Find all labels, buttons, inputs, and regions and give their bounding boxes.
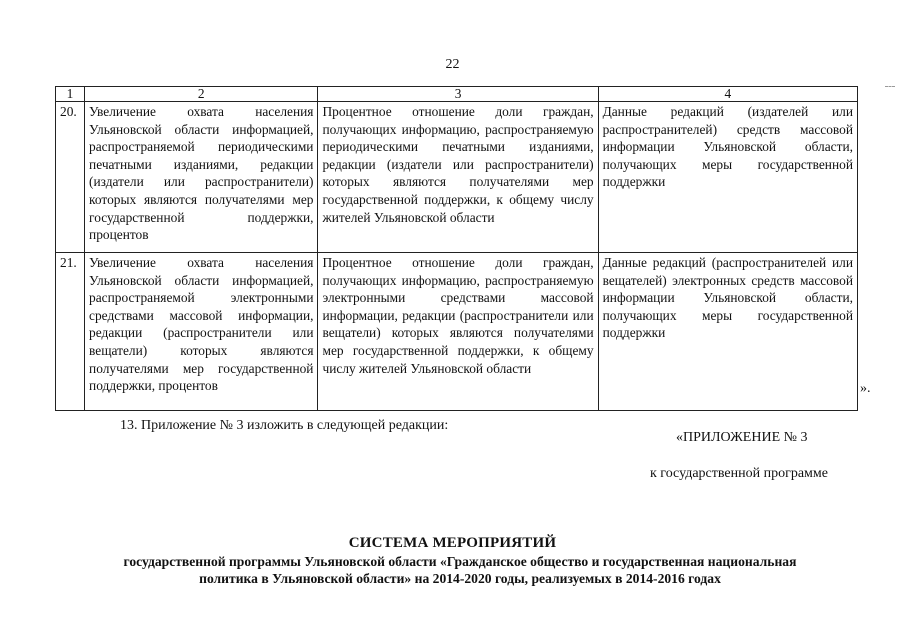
closing-quote: ». (860, 381, 871, 396)
instruction-text: 13. Приложение № 3 изложить в следующей редакции: (120, 418, 449, 433)
row-number: 20. (56, 102, 85, 253)
table-header-cell: 1 (56, 87, 85, 102)
table-header-cell: 3 (318, 87, 598, 102)
appendix-subtitle: к государственной программе (650, 466, 828, 481)
indicator-name: Увеличение охвата населения Ульяновской области информацией, распространяемой периодическими печатными изданиями, редакции (издатели или распространители) которых являются получателями мер государственной поддержки, процентов (85, 102, 318, 253)
indicator-method: Процентное отношение доли граждан, получающих информацию, распространяемую периодическими печатными изданиями, редакции (издатели или распространители) которых являются получателями мер государственной поддержки, к общему числу жителей Ульяновской области (318, 102, 598, 253)
table-header-cell: 2 (85, 87, 318, 102)
system-subtitle: государственной программы Ульяновской области «Гражданское общество и государственная национальная политика в Ульяновской области» на 2014-2020 годы, реализуемых в 2014-2016 годах (123, 554, 797, 586)
appendix-title: «ПРИЛОЖЕНИЕ № 3 (676, 430, 808, 445)
table-header-cell: 4 (598, 87, 857, 102)
page-number: 22 (445, 57, 460, 72)
indicators-table (55, 86, 858, 411)
indicator-name: Увеличение охвата населения Ульяновской области информацией, распространяемой электронными средствами массовой информации, редакции (распространители или вещатели) которых являются получателями мер государственной поддержки, процентов (85, 253, 318, 411)
margin-mark (885, 86, 895, 87)
row-number: 21. (56, 253, 85, 411)
indicator-source: Данные редакций (распространителей или вещателей) электронных средств массовой информации Ульяновской области, получающих меры государственной поддержки (598, 253, 857, 411)
indicator-method: Процентное отношение доли граждан, получающих информацию, распространяемую электронными средствами массовой информации, редакции (распространители или вещатели) которых являются получателями мер государственной поддержки, к общему числу жителей Ульяновской области (318, 253, 598, 411)
indicator-source: Данные редакций (издателей или распространителей) средств массовой информации Ульяновской области, получающих меры государственной поддержки (598, 102, 857, 253)
table-header-row (56, 87, 858, 102)
table-row (56, 102, 858, 253)
table-row (56, 253, 858, 411)
system-title: СИСТЕМА МЕРОПРИЯТИЙ (348, 535, 557, 551)
